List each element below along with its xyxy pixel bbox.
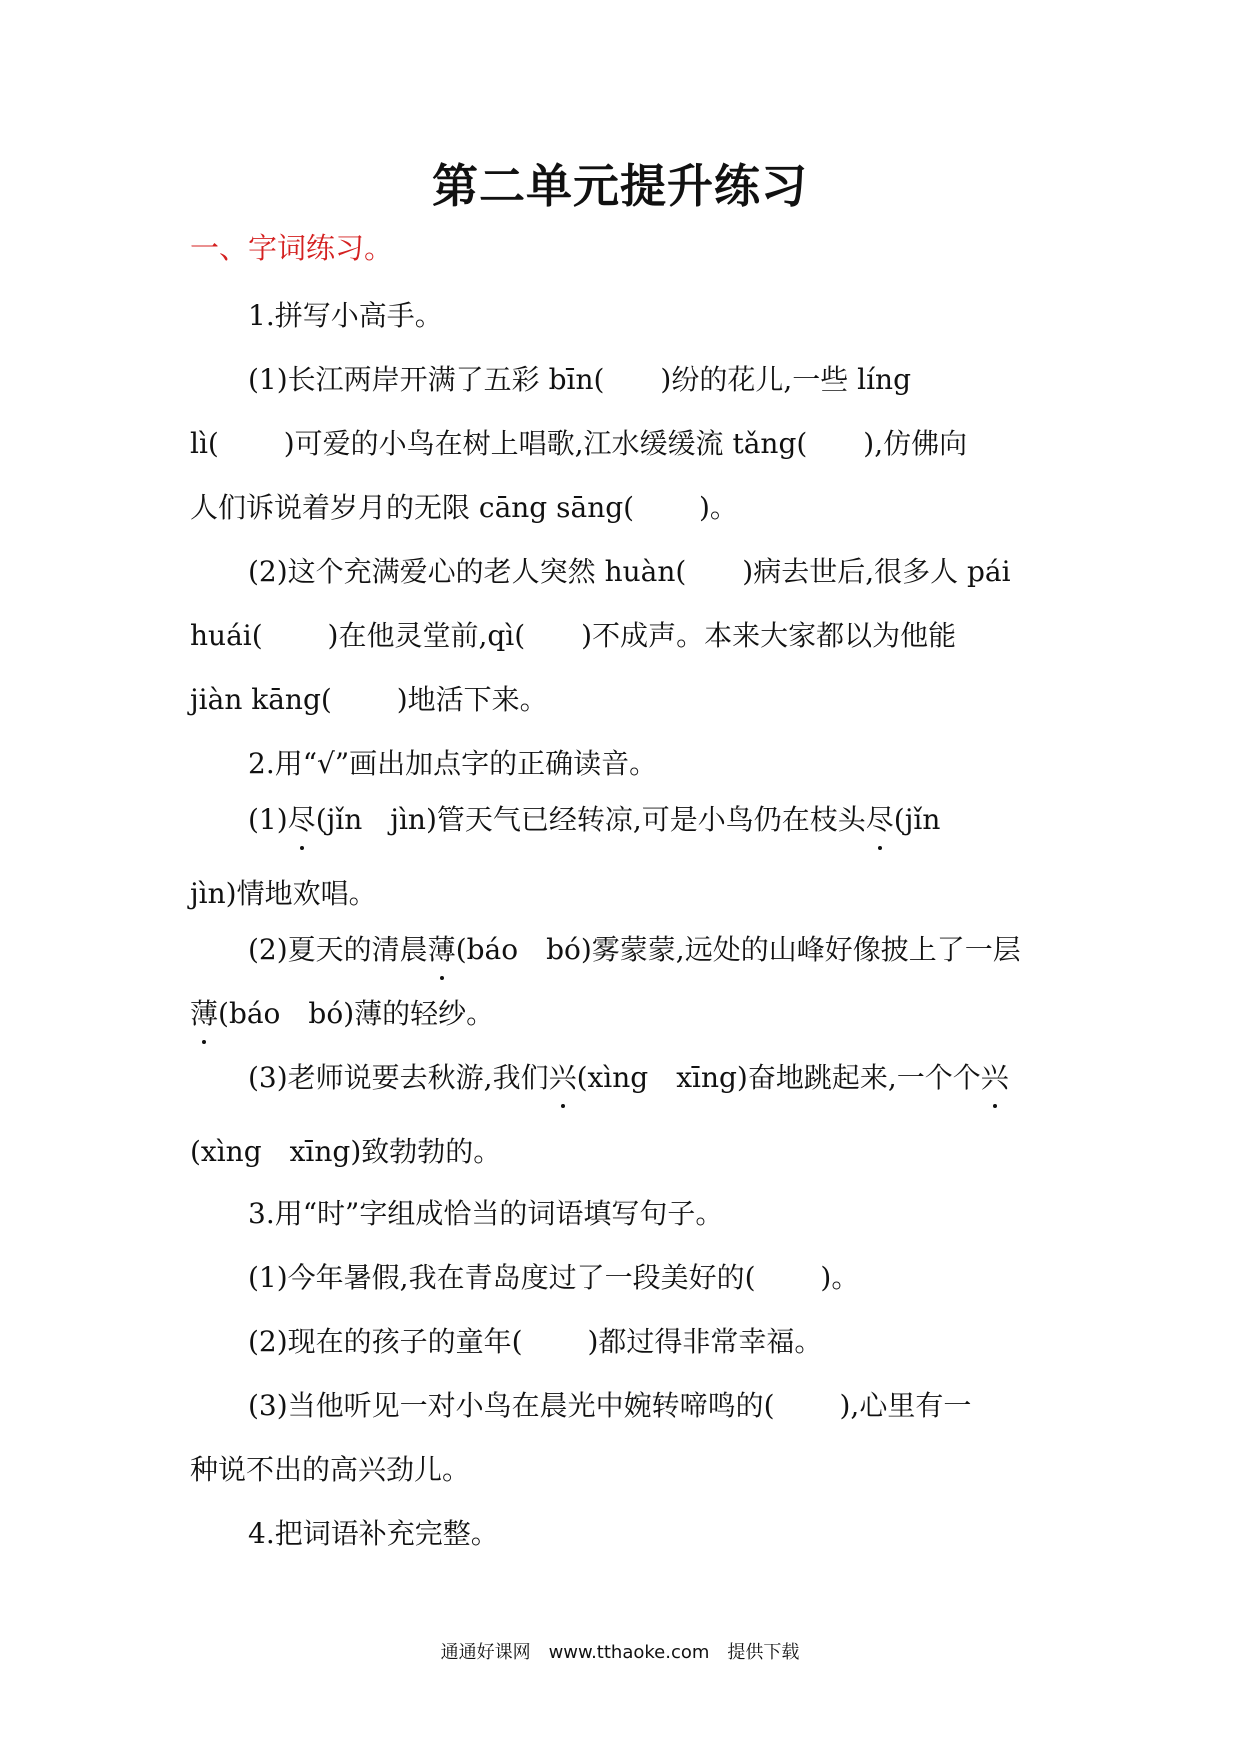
q1-line-6: jiàn kāng( )地活下来。: [190, 683, 548, 716]
section-heading-word-practice: 一、字词练习。: [190, 231, 394, 265]
q2-heading: 2.用“√”画出加点字的正确读音。: [248, 747, 658, 780]
q1-line-3: 人们诉说着岁月的无限 cāng sāng( )。: [190, 491, 738, 524]
dotted-char: 兴: [981, 1058, 1009, 1098]
dotted-char: 兴: [549, 1058, 577, 1098]
q3-line-1: (1)今年暑假,我在青岛度过了一段美好的( )。: [248, 1261, 860, 1294]
q1-line-2: lì( )可爱的小鸟在树上唱歌,江水缓缓流 tǎng( ),仿佛向: [190, 427, 968, 460]
q3-line-3: (3)当他听见一对小鸟在晨光中婉转啼鸣的( ),心里有一: [248, 1389, 972, 1422]
q2-line-1-a: (1): [248, 803, 288, 836]
q2-line-3-c: (báo bó)雾蒙蒙,远处的山峰好像披上了一层: [455, 933, 1021, 966]
dotted-char: 尽: [288, 800, 316, 840]
q2-line-4: [190, 994, 494, 1034]
q2-line-4-b: (báo bó)薄的轻纱。: [218, 997, 495, 1030]
q2-line-6: (xìng xīng)致勃勃的。: [190, 1135, 502, 1168]
q2-line-3-a: (2)夏天的清晨: [248, 933, 428, 966]
q2-line-2: jìn)情地欢唱。: [190, 877, 377, 910]
q3-line-2: (2)现在的孩子的童年( )都过得非常幸福。: [248, 1325, 823, 1358]
q3-line-4: 种说不出的高兴劲儿。: [190, 1453, 471, 1486]
dotted-char: 尽: [866, 800, 894, 840]
q4-heading: 4.把词语补充完整。: [248, 1517, 499, 1550]
dotted-char: 薄: [190, 994, 218, 1034]
footer-watermark: 通通好课网 www.tthaoke.com 提供下载: [440, 1642, 800, 1663]
q2-line-5: [248, 1058, 1009, 1098]
q2-line-5-c: (xìng xīng)奋地跳起来,一个个: [576, 1061, 981, 1094]
q2-line-5-a: (3)老师说要去秋游,我们: [248, 1061, 549, 1094]
q1-heading: 1.拼写小高手。: [248, 299, 443, 332]
q1-line-1: (1)长江两岸开满了五彩 bīn( )纷的花儿,一些 líng: [248, 363, 911, 396]
page-title: 第二单元提升练习: [432, 159, 808, 213]
q2-line-1-c: (jǐn jìn)管天气已经转凉,可是小鸟仍在枝头: [315, 803, 866, 836]
dotted-char: 薄: [428, 930, 456, 970]
q1-line-4: (2)这个充满爱心的老人突然 huàn( )病去世后,很多人 pái: [248, 555, 1011, 588]
q3-heading: 3.用“时”字组成恰当的词语填写句子。: [248, 1197, 724, 1230]
q2-line-1: [248, 800, 940, 840]
q1-line-5: huái( )在他灵堂前,qì( )不成声。本来大家都以为他能: [190, 619, 957, 652]
q2-line-3: [248, 930, 1021, 970]
q2-line-1-e: (jǐn: [893, 803, 941, 836]
